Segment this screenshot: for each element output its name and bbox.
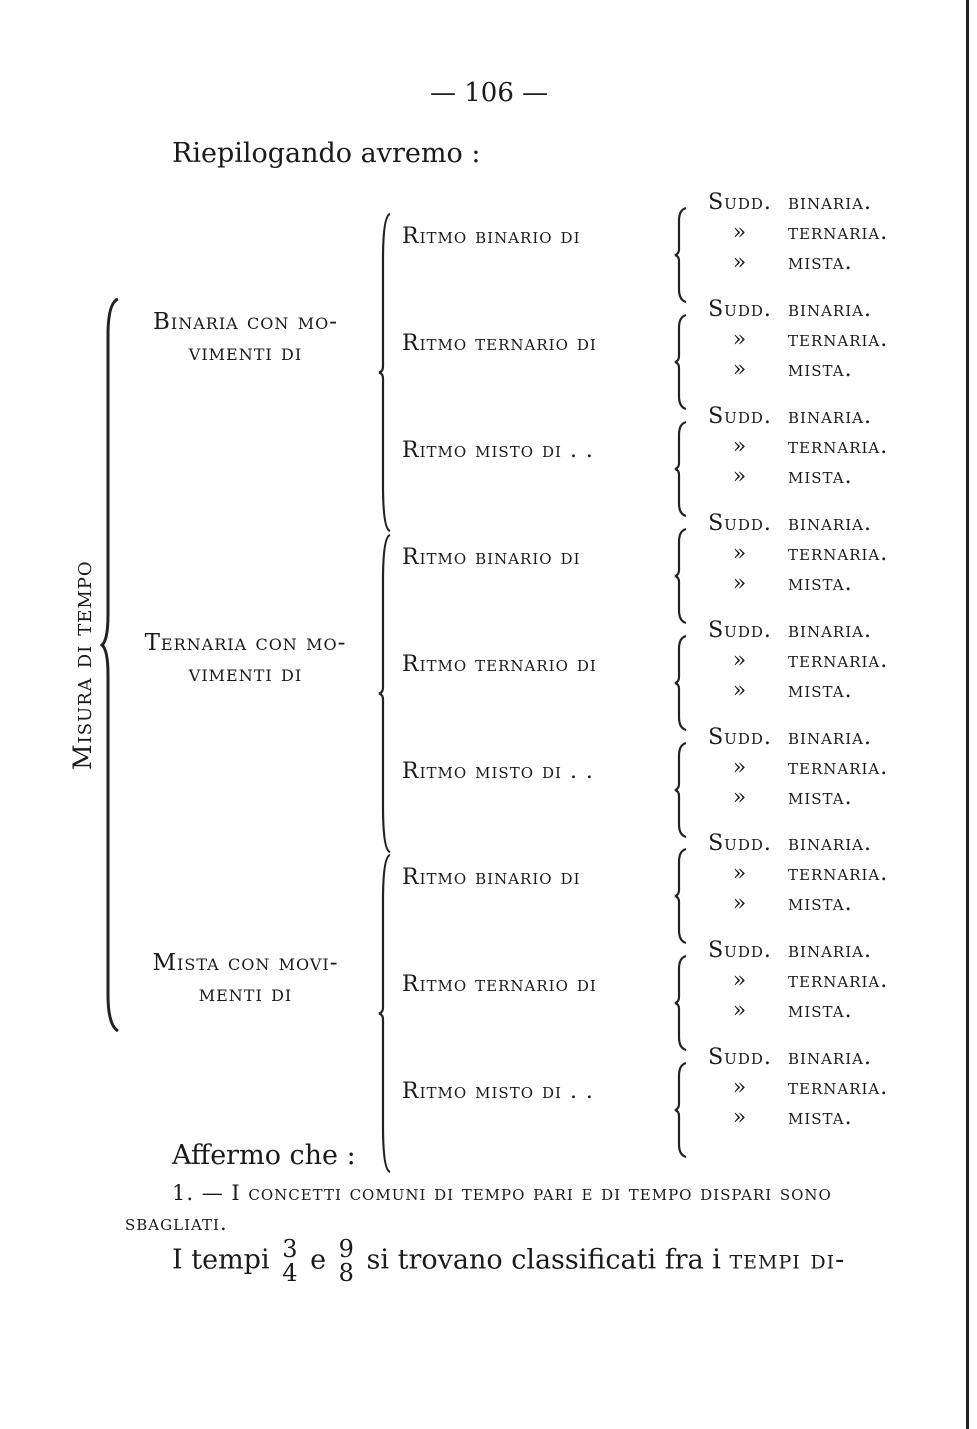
frac2-denominator: 8 (338, 1259, 354, 1287)
subdivision-prefix: » (732, 571, 748, 596)
subdivision-prefix: Sudd. (708, 511, 772, 536)
group-label (118, 307, 373, 369)
subdivision-type: mista. (788, 464, 853, 489)
subdivision-prefix: Sudd. (708, 831, 772, 856)
fraction-nine-eighths (339, 1237, 354, 1285)
subdivision-type: ternaria. (788, 648, 889, 673)
subdivision-type: ternaria. (788, 861, 889, 886)
group-label-line1: Ternaria con mo- (144, 630, 347, 656)
subdivision-row (692, 1043, 888, 1073)
subdivision-type: mista. (788, 1105, 853, 1130)
subdivision-list (692, 723, 888, 813)
subdivision-row (692, 829, 888, 859)
subdivision-row (692, 402, 888, 432)
ritmo-label: Ritmo misto di . . (402, 438, 594, 463)
subdivision-prefix: » (732, 968, 748, 993)
subdivision-type: ternaria. (788, 541, 889, 566)
subdivision-prefix: Sudd. (708, 618, 772, 643)
tempi-conj: e (310, 1244, 327, 1276)
subdivision-type: ternaria. (788, 755, 889, 780)
subdivision-row (692, 966, 888, 996)
subdivision-type: mista. (788, 891, 853, 916)
group-label-line1: Mista con movi- (152, 950, 339, 976)
subdivision-type: mista. (788, 785, 853, 810)
frac1-numerator: 3 (282, 1235, 298, 1263)
ritmo-brace (674, 313, 690, 411)
subdivision-type: mista. (788, 998, 853, 1023)
group-label (118, 948, 373, 1010)
subdivision-prefix: » (732, 861, 748, 886)
subdivision-prefix: » (732, 327, 748, 352)
subdivision-prefix: » (732, 998, 748, 1023)
subdivision-row (692, 432, 888, 462)
group-brace (378, 533, 394, 854)
page-number: — 106 — (430, 78, 549, 108)
group-label-line2: vimenti di (188, 661, 303, 687)
subdivision-type: binaria. (788, 618, 872, 643)
subdivision-list (692, 936, 888, 1026)
subdivision-prefix: » (732, 464, 748, 489)
subdivision-prefix: Sudd. (708, 725, 772, 750)
subdivision-type: ternaria. (788, 968, 889, 993)
subdivision-prefix: » (732, 220, 748, 245)
subdivision-row (692, 248, 888, 278)
subdivision-prefix: Sudd. (708, 404, 772, 429)
subdivision-prefix: Sudd. (708, 190, 772, 215)
subdivision-prefix: » (732, 541, 748, 566)
subdivision-row (692, 783, 888, 813)
ritmo-brace (674, 1061, 690, 1159)
subdivision-row (692, 218, 888, 248)
subdivision-list (692, 829, 888, 919)
subdivision-type: ternaria. (788, 434, 889, 459)
tempi-tail-sc: tempi di- (729, 1244, 846, 1276)
subdivision-row (692, 676, 888, 706)
subdivision-row (692, 1103, 888, 1133)
subdivision-type: binaria. (788, 725, 872, 750)
subdivision-prefix: Sudd. (708, 938, 772, 963)
root-label: Misura di tempo (68, 560, 97, 770)
subdivision-prefix: » (732, 434, 748, 459)
ritmo-brace (674, 847, 690, 945)
subdivision-type: mista. (788, 571, 853, 596)
subdivision-prefix: » (732, 357, 748, 382)
group-brace (378, 212, 394, 533)
group-label-line2: vimenti di (188, 340, 303, 366)
tempi-lead: I tempi (172, 1244, 270, 1276)
frac1-denominator: 4 (282, 1259, 298, 1287)
group-label (118, 628, 373, 690)
subdivision-list (692, 1043, 888, 1133)
subdivision-type: mista. (788, 357, 853, 382)
subdivision-type: mista. (788, 678, 853, 703)
subdivision-list (692, 295, 888, 385)
subdivision-list (692, 402, 888, 492)
subdivision-prefix: » (732, 648, 748, 673)
concetti-paragraph: 1. — I concetti comuni di tempo pari e di tempo dispari sono sbagliati. (125, 1181, 832, 1235)
ritmo-label: Ritmo misto di . . (402, 759, 594, 784)
frac2-numerator: 9 (338, 1235, 354, 1263)
subdivision-prefix: Sudd. (708, 1045, 772, 1070)
subdivision-prefix: » (732, 755, 748, 780)
subdivision-row (692, 936, 888, 966)
subdivision-list (692, 188, 888, 278)
group-label-line1: Binaria con mo- (153, 309, 338, 335)
subdivision-type: ternaria. (788, 327, 889, 352)
ritmo-brace (674, 741, 690, 839)
ritmo-label: Ritmo binario di (402, 224, 581, 249)
page-edge-rule (966, 0, 969, 1429)
subdivision-list (692, 509, 888, 599)
subdivision-row (692, 889, 888, 919)
affermo-text: Affermo che : (172, 1140, 356, 1171)
ritmo-brace (674, 420, 690, 518)
subdivision-type: binaria. (788, 938, 872, 963)
fraction-three-quarters (282, 1237, 297, 1285)
ritmo-label: Ritmo ternario di (402, 972, 597, 997)
subdivision-row (692, 188, 888, 218)
group-brace (378, 853, 394, 1174)
subdivision-prefix: » (732, 1105, 748, 1130)
ritmo-brace (674, 527, 690, 625)
subdivision-row (692, 646, 888, 676)
subdivision-row (692, 616, 888, 646)
subdivision-row (692, 1073, 888, 1103)
tempi-tail: si trovano classificati fra i (366, 1244, 721, 1276)
subdivision-type: ternaria. (788, 1075, 889, 1100)
intro-text: Riepilogando avremo : (172, 138, 481, 169)
ritmo-brace (674, 954, 690, 1052)
subdivision-row (692, 569, 888, 599)
subdivision-prefix: » (732, 1075, 748, 1100)
subdivision-prefix: » (732, 891, 748, 916)
subdivision-type: binaria. (788, 511, 872, 536)
subdivision-prefix: » (732, 250, 748, 275)
tempi-line (172, 1237, 845, 1285)
subdivision-prefix: Sudd. (708, 297, 772, 322)
subdivision-row (692, 462, 888, 492)
subdivision-type: binaria. (788, 404, 872, 429)
ritmo-brace (674, 634, 690, 732)
ritmo-label: Ritmo misto di . . (402, 1079, 594, 1104)
subdivision-row (692, 325, 888, 355)
subdivision-type: binaria. (788, 831, 872, 856)
ritmo-label: Ritmo ternario di (402, 652, 597, 677)
subdivision-row (692, 723, 888, 753)
subdivision-prefix: » (732, 785, 748, 810)
subdivision-type: ternaria. (788, 220, 889, 245)
ritmo-label: Ritmo binario di (402, 545, 581, 570)
subdivision-row (692, 509, 888, 539)
subdivision-type: binaria. (788, 190, 872, 215)
subdivision-list (692, 616, 888, 706)
ritmo-brace (674, 206, 690, 304)
subdivision-prefix: » (732, 678, 748, 703)
subdivision-row (692, 295, 888, 325)
group-label-line2: menti di (198, 981, 293, 1007)
subdivision-type: binaria. (788, 297, 872, 322)
subdivision-row (692, 859, 888, 889)
subdivision-row (692, 996, 888, 1026)
subdivision-row (692, 355, 888, 385)
subdivision-row (692, 539, 888, 569)
subdivision-row (692, 753, 888, 783)
ritmo-label: Ritmo binario di (402, 865, 581, 890)
ritmo-label: Ritmo ternario di (402, 331, 597, 356)
subdivision-type: mista. (788, 250, 853, 275)
subdivision-type: binaria. (788, 1045, 872, 1070)
